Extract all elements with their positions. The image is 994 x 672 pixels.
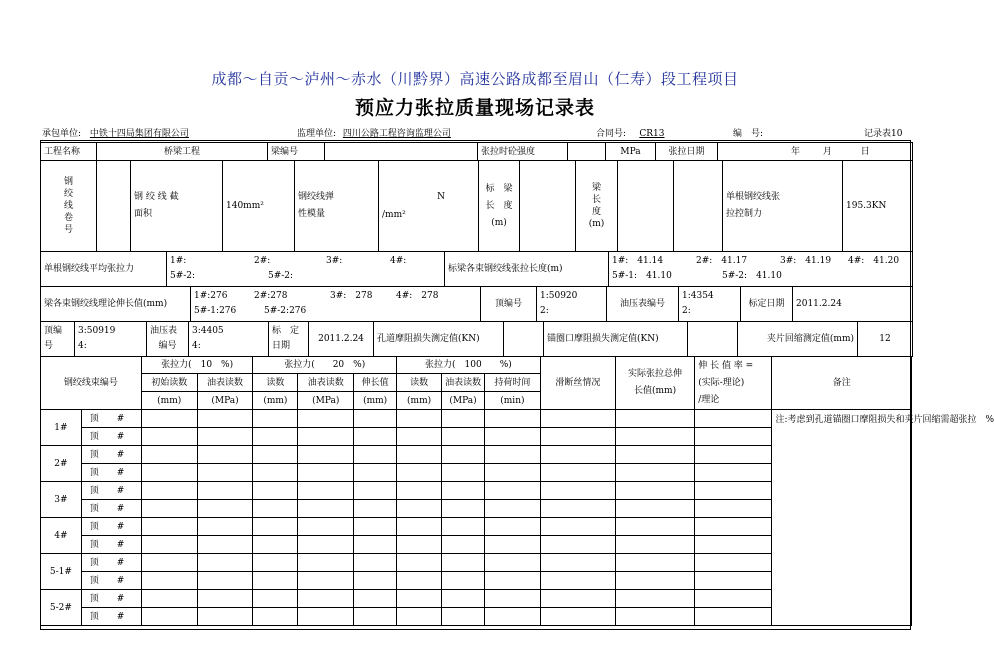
data-cell[interactable] xyxy=(615,536,694,554)
top-label: 顶 # xyxy=(81,446,141,464)
data-cell[interactable] xyxy=(141,482,197,500)
unit-mpa-3: (MPa) xyxy=(442,392,485,410)
row-project xyxy=(40,142,913,161)
data-cell[interactable] xyxy=(354,446,397,464)
project-name-label: 工程名称 xyxy=(41,143,97,161)
elongation-header: 伸长值 xyxy=(354,374,397,392)
concrete-unit: MPa xyxy=(606,143,656,161)
data-cell[interactable] xyxy=(253,590,298,608)
record-number: 记录表10 xyxy=(864,129,903,139)
concrete-strength-label: 张拉时砼强度 xyxy=(478,143,568,161)
data-cell[interactable] xyxy=(615,608,694,626)
data-cell[interactable] xyxy=(397,500,442,518)
data-cell[interactable] xyxy=(397,536,442,554)
data-cell[interactable] xyxy=(298,518,354,536)
data-cell[interactable] xyxy=(298,464,354,482)
beam-len-label: 梁 长 度 (m) xyxy=(576,161,618,252)
data-cell[interactable] xyxy=(540,428,615,446)
gauge-no-values: 1:4354 2: xyxy=(679,287,741,322)
data-cell[interactable] xyxy=(442,554,485,572)
data-cell[interactable] xyxy=(615,428,694,446)
data-cell[interactable] xyxy=(253,410,298,428)
calib-date-value: 2011.2.24 xyxy=(793,287,913,322)
data-cell[interactable] xyxy=(540,500,615,518)
gauge-reading-header-2: 油表读数 xyxy=(298,374,354,392)
bundle-label: 5-1# xyxy=(41,554,82,590)
data-cell[interactable] xyxy=(540,572,615,590)
top-label: 顶 # xyxy=(81,554,141,572)
data-cell[interactable] xyxy=(442,500,485,518)
theory-label: 梁各束钢绞线理论伸长值(mm) xyxy=(41,287,191,322)
data-cell[interactable] xyxy=(615,500,694,518)
ratio-header: 伸 长 值 率 = (实际-理论) /理论 xyxy=(695,357,772,410)
data-cell[interactable] xyxy=(540,536,615,554)
top-label: 顶 # xyxy=(81,590,141,608)
data-cell[interactable] xyxy=(141,500,197,518)
data-cell[interactable] xyxy=(141,608,197,626)
contractor-label: 承包单位: xyxy=(42,129,82,139)
data-cell[interactable] xyxy=(485,446,541,464)
data-cell[interactable] xyxy=(695,500,772,518)
unit-min: (min) xyxy=(485,392,541,410)
gauge-no-label-2: 油压表 编号 xyxy=(147,322,189,357)
remark-note: 注:考虑到孔道锚圈口摩阻损失和夹片回缩需超张拉 % xyxy=(772,410,912,626)
actual-total-header: 实际张拉总伸 长值(mm) xyxy=(615,357,694,410)
data-cell[interactable] xyxy=(397,518,442,536)
tension-date-value[interactable] xyxy=(718,143,913,161)
area-label: 钢 绞 线 截 面积 xyxy=(131,161,223,252)
top-label: 顶 # xyxy=(81,518,141,536)
data-cell[interactable] xyxy=(695,590,772,608)
unit-mm-1: (mm) xyxy=(141,392,197,410)
bundle-label: 2# xyxy=(41,446,82,482)
data-cell[interactable] xyxy=(197,482,253,500)
data-cell[interactable] xyxy=(253,536,298,554)
data-cell[interactable] xyxy=(615,518,694,536)
data-cell[interactable] xyxy=(485,554,541,572)
theory-values: 1#:276 2#:278 3#: 278 4#: 278 5#-1:276 5#-2:276 xyxy=(191,287,481,322)
data-cell[interactable] xyxy=(253,464,298,482)
top-label: 顶 # xyxy=(81,464,141,482)
single-force-label: 单根钢绞线张 拉控制力 xyxy=(723,161,843,252)
data-cell[interactable] xyxy=(442,572,485,590)
data-cell[interactable] xyxy=(540,518,615,536)
contract-info xyxy=(596,126,675,139)
data-cell[interactable] xyxy=(442,446,485,464)
unit-mm-4: (mm) xyxy=(397,392,442,410)
calib-date-value-2: 2011.2.24 xyxy=(309,322,374,357)
data-cell[interactable] xyxy=(354,536,397,554)
std-len-value[interactable] xyxy=(520,161,576,252)
data-cell[interactable] xyxy=(354,482,397,500)
modulus-unit: N /mm² xyxy=(379,161,479,252)
gauge-no-label: 油压表编号 xyxy=(607,287,679,322)
form-title: 预应力张拉质量现场记录表 xyxy=(354,97,595,119)
unit-mpa-2: (MPa) xyxy=(298,392,354,410)
data-cell[interactable] xyxy=(354,554,397,572)
data-cell[interactable] xyxy=(253,572,298,590)
jack-no-label-2: 顶编 号 xyxy=(41,322,75,357)
data-cell[interactable] xyxy=(298,590,354,608)
clip-value: 12 xyxy=(858,322,913,357)
data-cell[interactable] xyxy=(354,464,397,482)
data-cell[interactable] xyxy=(695,428,772,446)
data-cell[interactable] xyxy=(397,590,442,608)
data-cell[interactable] xyxy=(253,500,298,518)
row-jack-2 xyxy=(40,321,913,357)
data-cell[interactable] xyxy=(298,608,354,626)
gauge-reading-header-1: 油表读数 xyxy=(197,374,253,392)
data-cell[interactable] xyxy=(298,554,354,572)
data-cell[interactable] xyxy=(141,446,197,464)
jack-no-values-2: 3:50919 4: xyxy=(75,322,147,357)
data-cell[interactable] xyxy=(141,572,197,590)
reading-header-1: 读数 xyxy=(253,374,298,392)
data-cell[interactable] xyxy=(442,464,485,482)
data-cell[interactable] xyxy=(540,482,615,500)
date-day: 日 xyxy=(860,146,870,157)
strand-roll-value[interactable] xyxy=(97,161,131,252)
tension-date-label: 张拉日期 xyxy=(656,143,718,161)
data-cell[interactable] xyxy=(253,554,298,572)
data-cell[interactable] xyxy=(197,590,253,608)
calib-date-label: 标定日期 xyxy=(741,287,793,322)
calib-date-label-2: 标 定 日期 xyxy=(269,322,309,357)
init-reading-header: 初始读数 xyxy=(141,374,197,392)
std-len-label: 标 梁 长 度 (m) xyxy=(479,161,520,252)
table-row xyxy=(41,410,912,428)
contract-label: 合同号: xyxy=(596,129,627,139)
data-cell[interactable] xyxy=(197,446,253,464)
bundle-label: 1# xyxy=(41,410,82,446)
unit-mm-3: (mm) xyxy=(354,392,397,410)
top-label: 顶 # xyxy=(81,536,141,554)
top-label: 顶 # xyxy=(81,482,141,500)
data-cell[interactable] xyxy=(540,554,615,572)
single-force-value: 195.3KN xyxy=(843,161,913,252)
data-cell[interactable] xyxy=(485,410,541,428)
contractor-value: 中铁十四局集团有限公司 xyxy=(89,129,189,139)
top-label: 顶 # xyxy=(81,500,141,518)
data-cell[interactable] xyxy=(298,482,354,500)
data-cell[interactable] xyxy=(397,572,442,590)
data-cell[interactable] xyxy=(442,410,485,428)
data-cell[interactable] xyxy=(485,608,541,626)
avg-force-values[interactable]: 1#: 2#: 3#: 4#: 5#-2: 5#-2: xyxy=(167,252,445,287)
row-strand-props xyxy=(40,160,913,252)
data-cell[interactable] xyxy=(540,446,615,464)
data-cell[interactable] xyxy=(197,428,253,446)
supervisor-info xyxy=(297,126,467,139)
data-cell[interactable] xyxy=(197,518,253,536)
data-cell[interactable] xyxy=(695,536,772,554)
bundle-label: 4# xyxy=(41,518,82,554)
data-cell[interactable] xyxy=(442,608,485,626)
data-cell[interactable] xyxy=(442,536,485,554)
data-cell[interactable] xyxy=(197,500,253,518)
force20-header: 张拉力( 20 %) xyxy=(253,357,397,374)
data-cell[interactable] xyxy=(485,590,541,608)
project-name-value[interactable]: 桥梁工程 xyxy=(97,143,268,161)
top-label: 顶 # xyxy=(81,428,141,446)
beam-no-value[interactable] xyxy=(325,143,478,161)
data-cell[interactable] xyxy=(354,518,397,536)
data-cell[interactable] xyxy=(615,482,694,500)
data-cell[interactable] xyxy=(397,446,442,464)
strand-no-header: 钢绞线束编号 xyxy=(41,357,142,410)
data-cell[interactable] xyxy=(397,608,442,626)
clip-label: 夹片回缩测定值(mm) xyxy=(738,322,858,357)
area-value: 140mm² xyxy=(223,161,295,252)
data-cell[interactable] xyxy=(298,410,354,428)
data-cell[interactable] xyxy=(442,518,485,536)
blank-cell[interactable] xyxy=(674,161,723,252)
data-cell[interactable] xyxy=(298,446,354,464)
unit-mm-2: (mm) xyxy=(253,392,298,410)
data-cell[interactable] xyxy=(540,590,615,608)
unit-mpa-1: (MPa) xyxy=(197,392,253,410)
data-cell[interactable] xyxy=(540,464,615,482)
data-cell[interactable] xyxy=(695,554,772,572)
top-label: 顶 # xyxy=(81,608,141,626)
number-label: 编 号: xyxy=(733,129,764,139)
data-cell[interactable] xyxy=(695,482,772,500)
force10-header: 张拉力( 10 %) xyxy=(141,357,253,374)
std-tension-len-values: 1#: 41.14 2#: 41.17 3#: 41.19 4#: 41.20 5#-1: 41.10 5#-2: 41.10 xyxy=(609,252,913,287)
data-cell[interactable] xyxy=(540,410,615,428)
data-cell[interactable] xyxy=(397,410,442,428)
data-cell[interactable] xyxy=(695,518,772,536)
date-year: 年 xyxy=(791,146,801,157)
measurement-table xyxy=(40,356,994,626)
data-cell[interactable] xyxy=(695,410,772,428)
data-cell[interactable] xyxy=(354,500,397,518)
data-cell[interactable] xyxy=(141,518,197,536)
data-cell[interactable] xyxy=(397,464,442,482)
bundle-label: 5-2# xyxy=(41,590,82,626)
data-cell[interactable] xyxy=(354,590,397,608)
bundle-label: 3# xyxy=(41,482,82,518)
data-cell[interactable] xyxy=(485,428,541,446)
data-cell[interactable] xyxy=(615,410,694,428)
modulus-label: 钢绞线弹 性模量 xyxy=(295,161,379,252)
data-cell[interactable] xyxy=(141,428,197,446)
data-cell[interactable] xyxy=(695,572,772,590)
data-cell[interactable] xyxy=(485,500,541,518)
top-label: 顶 # xyxy=(81,572,141,590)
data-cell[interactable] xyxy=(442,482,485,500)
data-cell[interactable] xyxy=(197,572,253,590)
data-cell[interactable] xyxy=(141,590,197,608)
data-cell[interactable] xyxy=(695,446,772,464)
beam-no-label: 梁编号 xyxy=(268,143,325,161)
data-cell[interactable] xyxy=(197,464,253,482)
data-cell[interactable] xyxy=(442,590,485,608)
data-cell[interactable] xyxy=(615,554,694,572)
project-title: 成都～自贡～泸州～赤水（川黔界）高速公路成都至眉山（仁寿）段工程项目 xyxy=(211,70,739,88)
force100-header: 张拉力( 100 %) xyxy=(397,357,541,374)
data-cell[interactable] xyxy=(397,428,442,446)
number-info xyxy=(733,126,806,139)
data-cell[interactable] xyxy=(540,608,615,626)
anchor-loss-label: 锚圈口摩阻损失测定值(KN) xyxy=(544,322,688,357)
avg-force-label: 单根钢绞线平均张拉力 xyxy=(41,252,167,287)
gauge-no-values-2: 3:4405 4: xyxy=(189,322,269,357)
data-cell[interactable] xyxy=(354,572,397,590)
jack-no-values: 1:50920 2: xyxy=(537,287,607,322)
data-cell[interactable] xyxy=(197,608,253,626)
top-label: 顶 # xyxy=(81,410,141,428)
reading-header-2: 读数 xyxy=(397,374,442,392)
contract-value: CR13 xyxy=(639,129,665,139)
data-cell[interactable] xyxy=(354,410,397,428)
data-cell[interactable] xyxy=(485,464,541,482)
data-cell[interactable] xyxy=(197,554,253,572)
data-cell[interactable] xyxy=(141,536,197,554)
strand-roll-label: 钢 绞 线 卷 号 xyxy=(41,161,97,252)
row-avg-force xyxy=(40,251,913,287)
data-cell[interactable] xyxy=(354,428,397,446)
date-month: 月 xyxy=(822,146,832,157)
data-cell[interactable] xyxy=(485,482,541,500)
duct-loss-value[interactable] xyxy=(504,322,544,357)
data-cell[interactable] xyxy=(485,536,541,554)
hold-time-header: 持荷时间 xyxy=(485,374,541,392)
data-cell[interactable] xyxy=(298,428,354,446)
data-cell[interactable] xyxy=(197,410,253,428)
beam-len-value[interactable] xyxy=(618,161,674,252)
data-cell[interactable] xyxy=(141,410,197,428)
std-tension-len-label: 标梁各束钢绞线张拉长度(m) xyxy=(445,252,609,287)
data-cell[interactable] xyxy=(253,446,298,464)
concrete-strength-value[interactable] xyxy=(568,143,606,161)
data-cell[interactable] xyxy=(141,464,197,482)
duct-loss-label: 孔道摩阻损失测定值(KN) xyxy=(374,322,504,357)
data-cell[interactable] xyxy=(615,572,694,590)
data-cell[interactable] xyxy=(615,590,694,608)
data-cell[interactable] xyxy=(354,608,397,626)
row-theory xyxy=(40,286,913,322)
anchor-loss-value[interactable] xyxy=(688,322,738,357)
data-cell[interactable] xyxy=(397,482,442,500)
data-cell[interactable] xyxy=(298,500,354,518)
data-cell[interactable] xyxy=(298,572,354,590)
data-cell[interactable] xyxy=(695,608,772,626)
remark-header: 备注 xyxy=(772,357,912,410)
data-cell[interactable] xyxy=(253,518,298,536)
data-cell[interactable] xyxy=(695,464,772,482)
supervisor-value: 四川公路工程咨询监理公司 xyxy=(342,129,451,139)
data-cell[interactable] xyxy=(615,464,694,482)
data-cell[interactable] xyxy=(485,572,541,590)
data-cell[interactable] xyxy=(253,482,298,500)
jack-no-label: 顶编号 xyxy=(481,287,537,322)
supervisor-label: 监理单位: xyxy=(297,129,337,139)
data-cell[interactable] xyxy=(141,554,197,572)
data-cell[interactable] xyxy=(253,428,298,446)
data-cell[interactable] xyxy=(485,518,541,536)
data-cell[interactable] xyxy=(298,536,354,554)
data-cell[interactable] xyxy=(615,446,694,464)
data-cell[interactable] xyxy=(253,608,298,626)
contractor-info xyxy=(42,126,210,139)
data-cell[interactable] xyxy=(397,554,442,572)
broken-wire-header: 滑断丝情况 xyxy=(540,357,615,410)
data-cell[interactable] xyxy=(442,428,485,446)
data-cell[interactable] xyxy=(197,536,253,554)
gauge-reading-header-3: 油表读数 xyxy=(442,374,485,392)
